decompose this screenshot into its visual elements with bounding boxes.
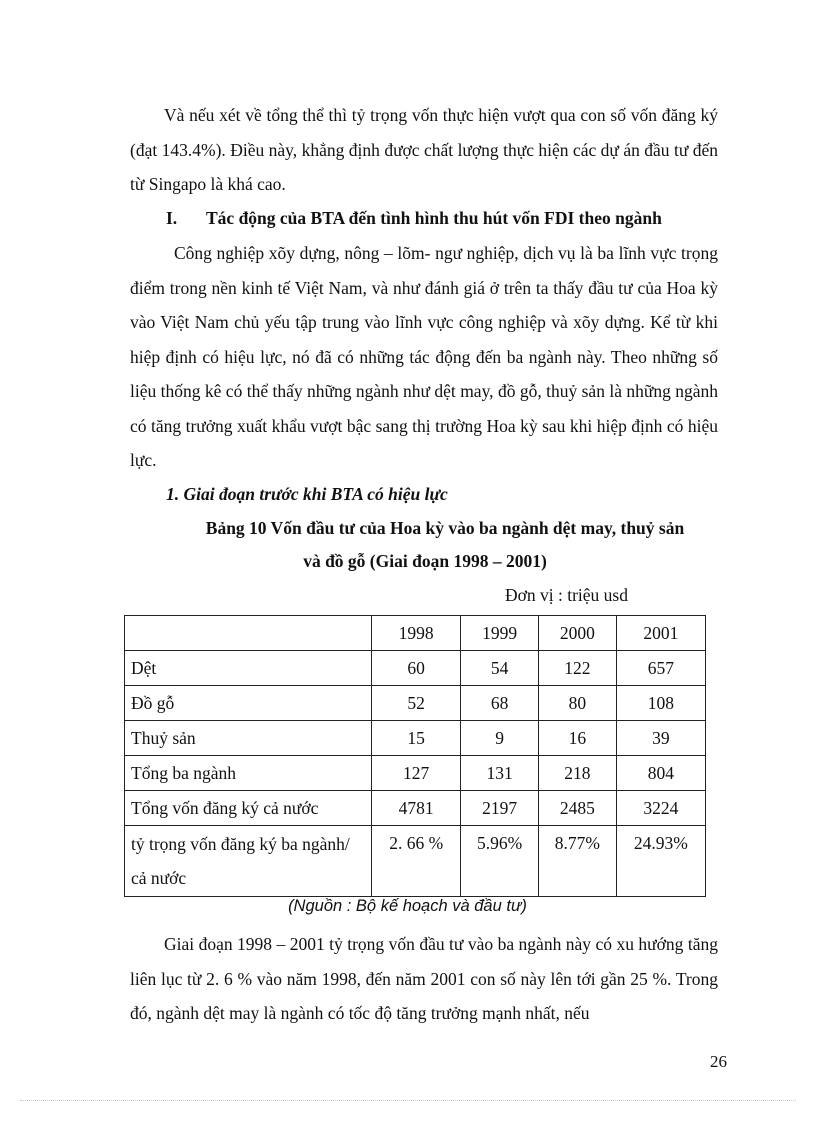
table-cell: 39	[616, 721, 705, 756]
table-cell: 9	[461, 721, 539, 756]
table-cell: 2. 66 %	[372, 826, 461, 897]
table-cell: 15	[372, 721, 461, 756]
row-label: Tổng ba ngành	[125, 756, 372, 791]
table-cell: 24.93%	[616, 826, 705, 897]
table-cell: 122	[538, 651, 616, 686]
table-caption-line2: và đồ gỗ (Giai đoạn 1998 – 2001)	[303, 551, 547, 571]
section-heading	[166, 202, 726, 234]
table-cell: 3224	[616, 791, 705, 826]
table-cell: 52	[372, 686, 461, 721]
header-cell	[125, 616, 372, 651]
header-cell: 1998	[372, 616, 461, 651]
row-label: Đồ gỗ	[125, 686, 372, 721]
subsection-heading: 1. Giai đoạn trước khi BTA có hiệu lực	[166, 484, 448, 504]
table-cell: 16	[538, 721, 616, 756]
table-row	[125, 651, 706, 686]
table-cell: 5.96%	[461, 826, 539, 897]
table-row	[125, 826, 706, 897]
paragraph-intro: Và nếu xét về tổng thể thì tỷ trọng vốn thực hiện vượt qua con số vốn đăng ký (đạt 143.4%). Điều này, khẳng định được chất lượng thực hiện các dự án đầu tư đến từ Singapo là khá cao.	[130, 105, 718, 194]
table-cell: 108	[616, 686, 705, 721]
table-cell: 657	[616, 651, 705, 686]
table-cell: 80	[538, 686, 616, 721]
header-cell: 2001	[616, 616, 705, 651]
paragraph-sectors: Công nghiệp xõy dựng, nông – lõm- ngư nghiệp, dịch vụ là ba lĩnh vực trọng điểm trong nền kinh tế Việt Nam, và như đánh giá ở trên ta thấy đầu tư của Hoa kỳ vào Việt Nam chủ yếu tập trung vào lĩnh vực công nghiệp và xõy dựng. Kể từ khi hiệp định có hiệu lực, nó đã có những tác động đến ba ngành này. Theo những số liệu thống kê có thể thấy những ngành như dệt may, đồ gỗ, thuỷ sản là những ngành có tăng trưởng xuất khẩu vượt bậc sang thị trường Hoa kỳ sau khi hiệp định có hiệu lực.	[130, 243, 718, 470]
table-header-row	[125, 616, 706, 651]
table-caption-line1: Bảng 10 Vốn đầu tư của Hoa kỳ vào ba ngành dệt may, thuỷ sản	[205, 518, 685, 538]
table-row	[125, 721, 706, 756]
table-cell: 60	[372, 651, 461, 686]
table-row	[125, 686, 706, 721]
section-number: I.	[166, 208, 178, 228]
table-cell: 68	[461, 686, 539, 721]
table-cell: 2485	[538, 791, 616, 826]
investment-table	[124, 615, 706, 897]
table-cell: 4781	[372, 791, 461, 826]
table-cell: 2197	[461, 791, 539, 826]
row-label: Tổng vốn đăng ký cả nước	[125, 791, 372, 826]
table-cell: 131	[461, 756, 539, 791]
table-cell: 54	[461, 651, 539, 686]
table-source: (Nguồn : Bộ kế hoạch và đầu tư)	[288, 897, 527, 915]
row-label: Dệt	[125, 651, 372, 686]
page-number: 26	[710, 1052, 727, 1071]
row-label: tỷ trọng vốn đăng ký ba ngành/ cả nước	[125, 826, 372, 897]
table-cell: 127	[372, 756, 461, 791]
header-cell: 1999	[461, 616, 539, 651]
table-cell: 8.77%	[538, 826, 616, 897]
page-border	[20, 1100, 796, 1101]
table-unit: Đơn vị : triệu usd	[505, 585, 628, 605]
header-cell: 2000	[538, 616, 616, 651]
table-row	[125, 756, 706, 791]
table-cell: 218	[538, 756, 616, 791]
row-label: Thuỷ sản	[125, 721, 372, 756]
paragraph-analysis: Giai đoạn 1998 – 2001 tỷ trọng vốn đầu tư vào ba ngành này có xu hướng tăng liên lục từ 2. 6 % vào năm 1998, đến năm 2001 con số này lên tới gần 25 %. Trong đó, ngành dệt may là ngành có tốc độ tăng trưởng mạnh nhất, nếu	[130, 934, 718, 1023]
table-row	[125, 791, 706, 826]
section-title: Tác động của BTA đến tình hình thu hút vốn FDI theo ngành	[206, 208, 662, 228]
table-cell: 804	[616, 756, 705, 791]
